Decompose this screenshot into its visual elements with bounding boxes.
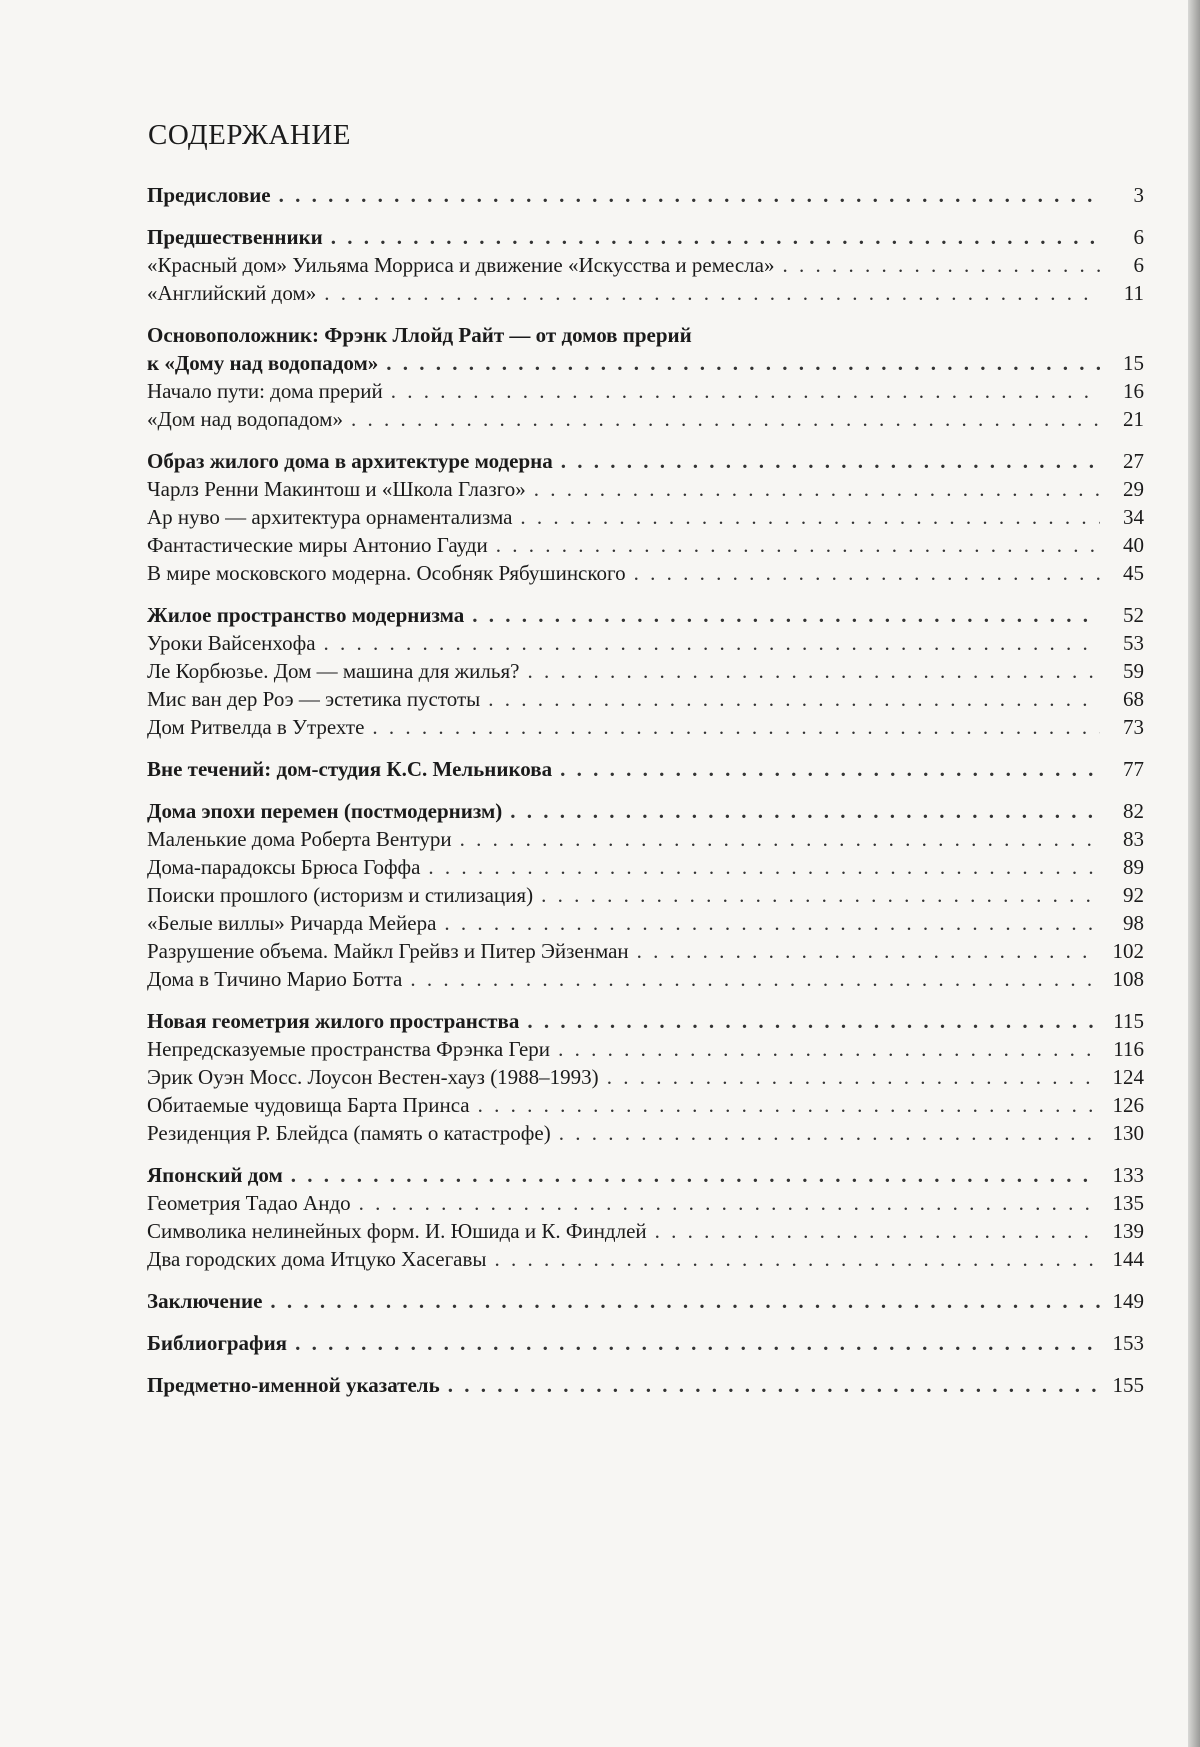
toc-subsection-entry[interactable] <box>147 881 1144 909</box>
toc-page-number: 15 <box>1123 351 1144 375</box>
toc-subsection-entry[interactable] <box>147 531 1144 559</box>
toc-section-entry[interactable] <box>147 797 1144 825</box>
toc-section-entry[interactable] <box>147 1287 1144 1315</box>
toc-section-entry[interactable] <box>147 181 1144 209</box>
toc-entry-title: Предметно-именной указатель <box>147 1373 440 1397</box>
toc-entry-title: Поиски прошлого (историзм и стилизация) <box>147 883 534 907</box>
dot-leader <box>351 405 1100 433</box>
toc-entry-title: Японский дом <box>147 1163 283 1187</box>
toc-page-number: 82 <box>1123 799 1144 823</box>
toc-entry-title: Символика нелинейных форм. И. Юшида и К. Финдлей <box>147 1219 647 1243</box>
toc-page-number: 102 <box>1112 939 1144 963</box>
toc-subsection-entry[interactable] <box>147 909 1144 937</box>
dot-leader <box>534 475 1100 503</box>
toc-page-number: 40 <box>1123 533 1144 557</box>
toc-entry-title: Чарлз Ренни Макинтош и «Школа Глазго» <box>147 477 526 501</box>
toc-subsection-entry[interactable] <box>147 629 1144 657</box>
dot-leader <box>444 909 1100 937</box>
toc-entry-title: Дома-парадоксы Брюса Гоффа <box>147 855 421 879</box>
toc-subsection-entry[interactable] <box>147 279 1144 307</box>
toc-page-number: 139 <box>1112 1219 1144 1243</box>
dot-leader <box>782 251 1100 279</box>
dot-leader <box>560 755 1100 783</box>
toc-entry-title: Эрик Оуэн Мосс. Лоусон Вестен-хауз (1988–1993) <box>147 1065 599 1089</box>
table-of-contents <box>147 181 1144 1399</box>
toc-entry-title: Дома эпохи перемен (постмодернизм) <box>147 799 503 823</box>
toc-section-entry[interactable] <box>147 1371 1144 1399</box>
toc-section-entry[interactable] <box>147 601 1144 629</box>
toc-subsection-entry[interactable] <box>147 853 1144 881</box>
toc-entry-title: Дома в Тичино Марио Ботта <box>147 967 403 991</box>
toc-subsection-entry[interactable] <box>147 1245 1144 1273</box>
toc-page-number: 73 <box>1123 715 1144 739</box>
toc-entry-title: «Красный дом» Уильяма Морриса и движение «Искусства и ремесла» <box>147 253 775 277</box>
toc-page-number: 16 <box>1123 379 1144 403</box>
toc-section-entry[interactable] <box>147 755 1144 783</box>
toc-entry-title: Геометрия Тадао Андо <box>147 1191 351 1215</box>
toc-page-number: 108 <box>1112 967 1144 991</box>
dot-leader <box>527 1007 1100 1035</box>
toc-subsection-entry[interactable] <box>147 825 1144 853</box>
toc-entry-title: Заключение <box>147 1289 263 1313</box>
dot-leader <box>386 349 1100 377</box>
toc-entry-title: Дом Ритвелда в Утрехте <box>147 715 365 739</box>
toc-subsection-entry[interactable] <box>147 405 1144 433</box>
toc-entry-title: Ар нуво — архитектура орнаментализма <box>147 505 513 529</box>
toc-entry-title: Вне течений: дом-студия К.С. Мельникова <box>147 757 553 781</box>
dot-leader <box>410 965 1100 993</box>
toc-subsection-entry[interactable] <box>147 685 1144 713</box>
toc-page-number: 53 <box>1123 631 1144 655</box>
dot-leader <box>541 881 1100 909</box>
dot-leader <box>655 1217 1100 1245</box>
toc-section-entry[interactable] <box>147 1007 1144 1035</box>
toc-entry-title-line1[interactable]: Основоположник: Фрэнк Ллойд Райт — от домов прерий <box>147 323 692 347</box>
toc-page-number: 45 <box>1123 561 1144 585</box>
toc-page-number: 27 <box>1123 449 1144 473</box>
toc-entry-title: Новая геометрия жилого пространства <box>147 1009 520 1033</box>
toc-subsection-entry[interactable] <box>147 1189 1144 1217</box>
dot-leader <box>428 853 1100 881</box>
toc-section-entry[interactable] <box>147 349 1144 377</box>
dot-leader <box>372 713 1100 741</box>
toc-entry-title: Ле Корбюзье. Дом — машина для жилья? <box>147 659 520 683</box>
dot-leader <box>559 1119 1100 1147</box>
toc-entry-title: Резиденция Р. Блейдса (память о катастрофе) <box>147 1121 551 1145</box>
dot-leader <box>359 1189 1100 1217</box>
toc-entry-title: Жилое пространство модернизма <box>147 603 465 627</box>
toc-page-number: 83 <box>1123 827 1144 851</box>
dot-leader <box>558 1035 1100 1063</box>
toc-page-number: 52 <box>1123 603 1144 627</box>
dot-leader <box>527 657 1100 685</box>
dot-leader <box>637 937 1100 965</box>
toc-page-number: 68 <box>1123 687 1144 711</box>
toc-subsection-entry[interactable] <box>147 475 1144 503</box>
toc-subsection-entry[interactable] <box>147 559 1144 587</box>
toc-page-number: 6 <box>1133 253 1144 277</box>
toc-entry-title: «Дом над водопадом» <box>147 407 343 431</box>
toc-section-entry[interactable] <box>147 1329 1144 1357</box>
toc-page-number: 149 <box>1112 1289 1144 1313</box>
toc-entry-title: В мире московского модерна. Особняк Рябушинского <box>147 561 626 585</box>
toc-subsection-entry[interactable] <box>147 1091 1144 1119</box>
toc-subsection-entry[interactable] <box>147 251 1144 279</box>
toc-page-number: 126 <box>1112 1093 1144 1117</box>
dot-leader <box>472 601 1100 629</box>
dot-leader <box>331 223 1100 251</box>
dot-leader <box>295 1329 1100 1357</box>
toc-page-number: 3 <box>1133 183 1144 207</box>
toc-subsection-entry[interactable] <box>147 965 1144 993</box>
toc-page-number: 153 <box>1112 1331 1144 1355</box>
toc-subsection-entry[interactable] <box>147 377 1144 405</box>
dot-leader <box>495 1245 1100 1273</box>
toc-entry-title: Библиография <box>147 1331 288 1355</box>
dot-leader <box>324 629 1100 657</box>
toc-entry-title: Фантастические миры Антонио Гауди <box>147 533 488 557</box>
toc-page-number: 133 <box>1112 1163 1144 1187</box>
page-edge-shadow <box>1188 0 1200 1747</box>
toc-page-number: 11 <box>1123 281 1144 305</box>
toc-page-number: 116 <box>1113 1037 1144 1061</box>
dot-leader <box>291 1161 1100 1189</box>
toc-section-entry[interactable] <box>147 447 1144 475</box>
toc-page-number: 89 <box>1123 855 1144 879</box>
dot-leader <box>561 447 1100 475</box>
dot-leader <box>324 279 1100 307</box>
dot-leader <box>510 797 1100 825</box>
toc-page-number: 135 <box>1112 1191 1144 1215</box>
toc-entry-title: Обитаемые чудовища Барта Принса <box>147 1093 470 1117</box>
toc-page-number: 6 <box>1133 225 1144 249</box>
dot-leader <box>634 559 1100 587</box>
toc-subsection-entry[interactable] <box>147 657 1144 685</box>
toc-page-number: 59 <box>1123 659 1144 683</box>
toc-subsection-entry[interactable] <box>147 1119 1144 1147</box>
toc-entry-title: «Белые виллы» Ричарда Мейера <box>147 911 437 935</box>
dot-leader <box>488 685 1100 713</box>
toc-entry-title: Непредсказуемые пространства Фрэнка Гери <box>147 1037 551 1061</box>
toc-section-entry[interactable] <box>147 223 1144 251</box>
dot-leader <box>448 1371 1100 1399</box>
toc-page-number: 155 <box>1112 1373 1144 1397</box>
toc-entry-title: к «Дому над водопадом» <box>147 351 379 375</box>
toc-subsection-entry[interactable] <box>147 1217 1144 1245</box>
page-title: СОДЕРЖАНИЕ <box>148 119 351 152</box>
toc-page-number: 124 <box>1112 1065 1144 1089</box>
toc-subsection-entry[interactable] <box>147 937 1144 965</box>
toc-entry-title: Уроки Вайсенхофа <box>147 631 316 655</box>
toc-entry-title: Разрушение объема. Майкл Грейвз и Питер Эйзенман <box>147 939 629 963</box>
dot-leader <box>391 377 1100 405</box>
toc-entry-title: Начало пути: дома прерий <box>147 379 383 403</box>
toc-entry-title: Предшественники <box>147 225 323 249</box>
toc-page-number: 130 <box>1112 1121 1144 1145</box>
dot-leader <box>496 531 1100 559</box>
dot-leader <box>607 1063 1100 1091</box>
dot-leader <box>460 825 1100 853</box>
toc-page-number: 34 <box>1123 505 1144 529</box>
dot-leader <box>270 1287 1100 1315</box>
toc-entry-title: Два городских дома Итцуко Хасегавы <box>147 1247 487 1271</box>
dot-leader <box>478 1091 1100 1119</box>
toc-page-number: 21 <box>1123 407 1144 431</box>
toc-page-number: 29 <box>1123 477 1144 501</box>
toc-subsection-entry[interactable] <box>147 503 1144 531</box>
toc-page-number: 77 <box>1123 757 1144 781</box>
toc-page-number: 115 <box>1113 1009 1144 1033</box>
dot-leader <box>520 503 1100 531</box>
toc-entry-title: Маленькие дома Роберта Вентури <box>147 827 452 851</box>
toc-entry-title: Предисловие <box>147 183 271 207</box>
toc-page-number: 98 <box>1123 911 1144 935</box>
toc-entry-title: «Английский дом» <box>147 281 317 305</box>
toc-entry-title: Мис ван дер Роэ — эстетика пустоты <box>147 687 481 711</box>
toc-subsection-entry[interactable] <box>147 1063 1144 1091</box>
toc-page-number: 144 <box>1112 1247 1144 1271</box>
toc-entry-title: Образ жилого дома в архитектуре модерна <box>147 449 553 473</box>
toc-section-entry[interactable] <box>147 1161 1144 1189</box>
toc-subsection-entry[interactable] <box>147 1035 1144 1063</box>
toc-page-number: 92 <box>1123 883 1144 907</box>
toc-subsection-entry[interactable] <box>147 713 1144 741</box>
dot-leader <box>279 181 1100 209</box>
